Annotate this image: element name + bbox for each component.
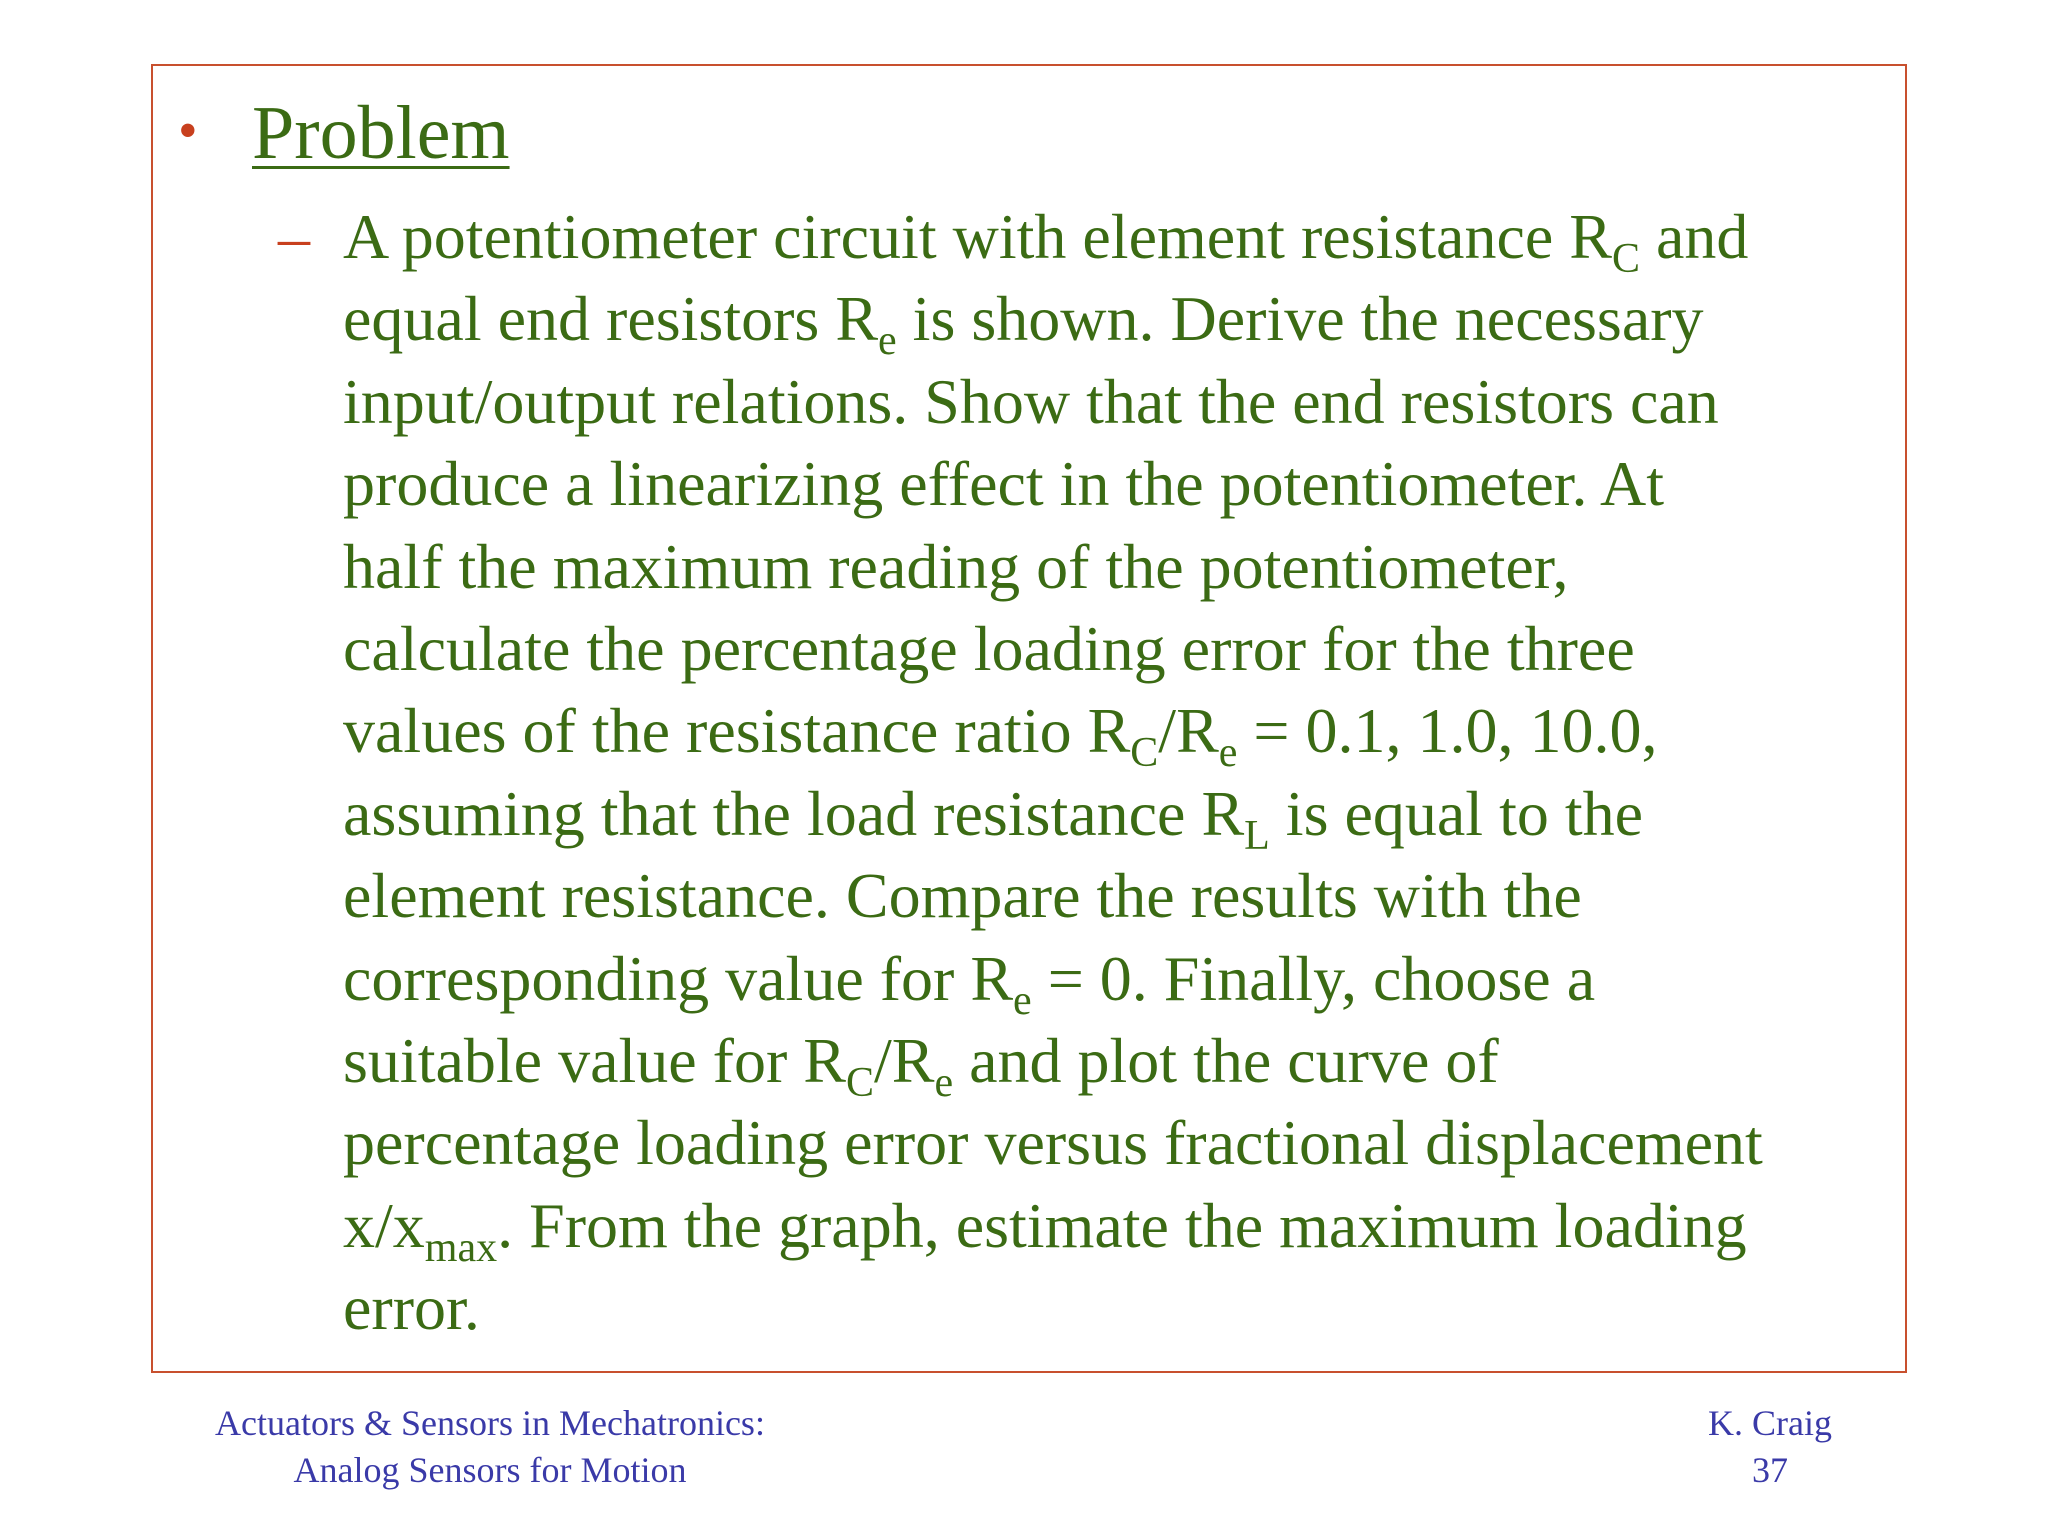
problem-line: [343, 1102, 1903, 1184]
problem-line: [343, 938, 1903, 1024]
text-run: = 0. Finally, choose a: [1031, 942, 1596, 1014]
text-run: element resistance. Compare the results with the: [343, 860, 1582, 932]
footer-course-title: [170, 1400, 810, 1494]
footer-author-page: [1660, 1400, 1880, 1494]
text-run: . From the graph, estimate the maximum loading: [497, 1189, 1747, 1261]
text-run: and: [1639, 201, 1749, 272]
text-run: is shown. Derive the necessary: [896, 283, 1704, 355]
text-run: assuming that the load resistance R: [343, 777, 1245, 849]
problem-line: [343, 608, 1903, 690]
problem-line: [343, 526, 1903, 608]
text-run: values of the resistance ratio R: [343, 695, 1131, 767]
problem-line: [343, 361, 1903, 443]
subscript: e: [1218, 730, 1238, 777]
text-run: produce a linearizing effect in the potentiometer. At: [343, 448, 1664, 520]
text-run: half the maximum reading of the potentiometer,: [343, 530, 1569, 602]
problem-line: [343, 855, 1903, 937]
problem-line: [343, 196, 1903, 282]
text-run: input/output relations. Show that the end resistors can: [343, 365, 1719, 437]
problem-line: [343, 1267, 1903, 1349]
text-run: calculate the percentage loading error for the three: [343, 613, 1635, 685]
subscript: C: [1611, 236, 1640, 282]
problem-line: [343, 773, 1903, 859]
problem-line: [343, 1020, 1903, 1107]
page-number: 37: [1752, 1450, 1788, 1490]
text-run: suitable value for R: [343, 1025, 846, 1097]
subscript: e: [878, 318, 897, 365]
problem-line: [343, 690, 1903, 777]
problem-line: [343, 443, 1903, 525]
text-run: corresponding value for R: [343, 942, 1014, 1014]
problem-line: [343, 278, 1903, 365]
footer-course-line2: Analog Sensors for Motion: [293, 1450, 687, 1490]
subscript: max: [424, 1224, 498, 1271]
text-run: /R: [873, 1025, 935, 1097]
subscript: C: [845, 1060, 874, 1107]
footer-author: K. Craig: [1708, 1403, 1832, 1443]
slide-heading: Problem: [252, 91, 510, 175]
text-run: /R: [1158, 695, 1219, 767]
subscript: C: [1130, 730, 1159, 777]
subscript: L: [1244, 812, 1270, 859]
problem-line: [343, 1185, 1903, 1271]
problem-statement: [343, 196, 1903, 1350]
subscript: e: [934, 1060, 954, 1107]
text-run: percentage loading error versus fractional displacement: [343, 1107, 1763, 1179]
bullet-marker: •: [178, 100, 198, 162]
text-run: A potentiometer circuit with element resistance R: [343, 201, 1612, 272]
text-run: = 0.1, 1.0, 10.0,: [1237, 695, 1658, 767]
text-run: equal end resistors R: [343, 283, 878, 355]
text-run: and plot the curve of: [953, 1025, 1499, 1097]
dash-marker: –: [278, 201, 310, 272]
footer-course-line1: Actuators & Sensors in Mechatronics:: [215, 1403, 765, 1443]
text-run: is equal to the: [1269, 777, 1644, 849]
text-run: x/x: [343, 1189, 425, 1261]
text-run: error.: [343, 1272, 480, 1344]
subscript: e: [1013, 977, 1032, 1024]
